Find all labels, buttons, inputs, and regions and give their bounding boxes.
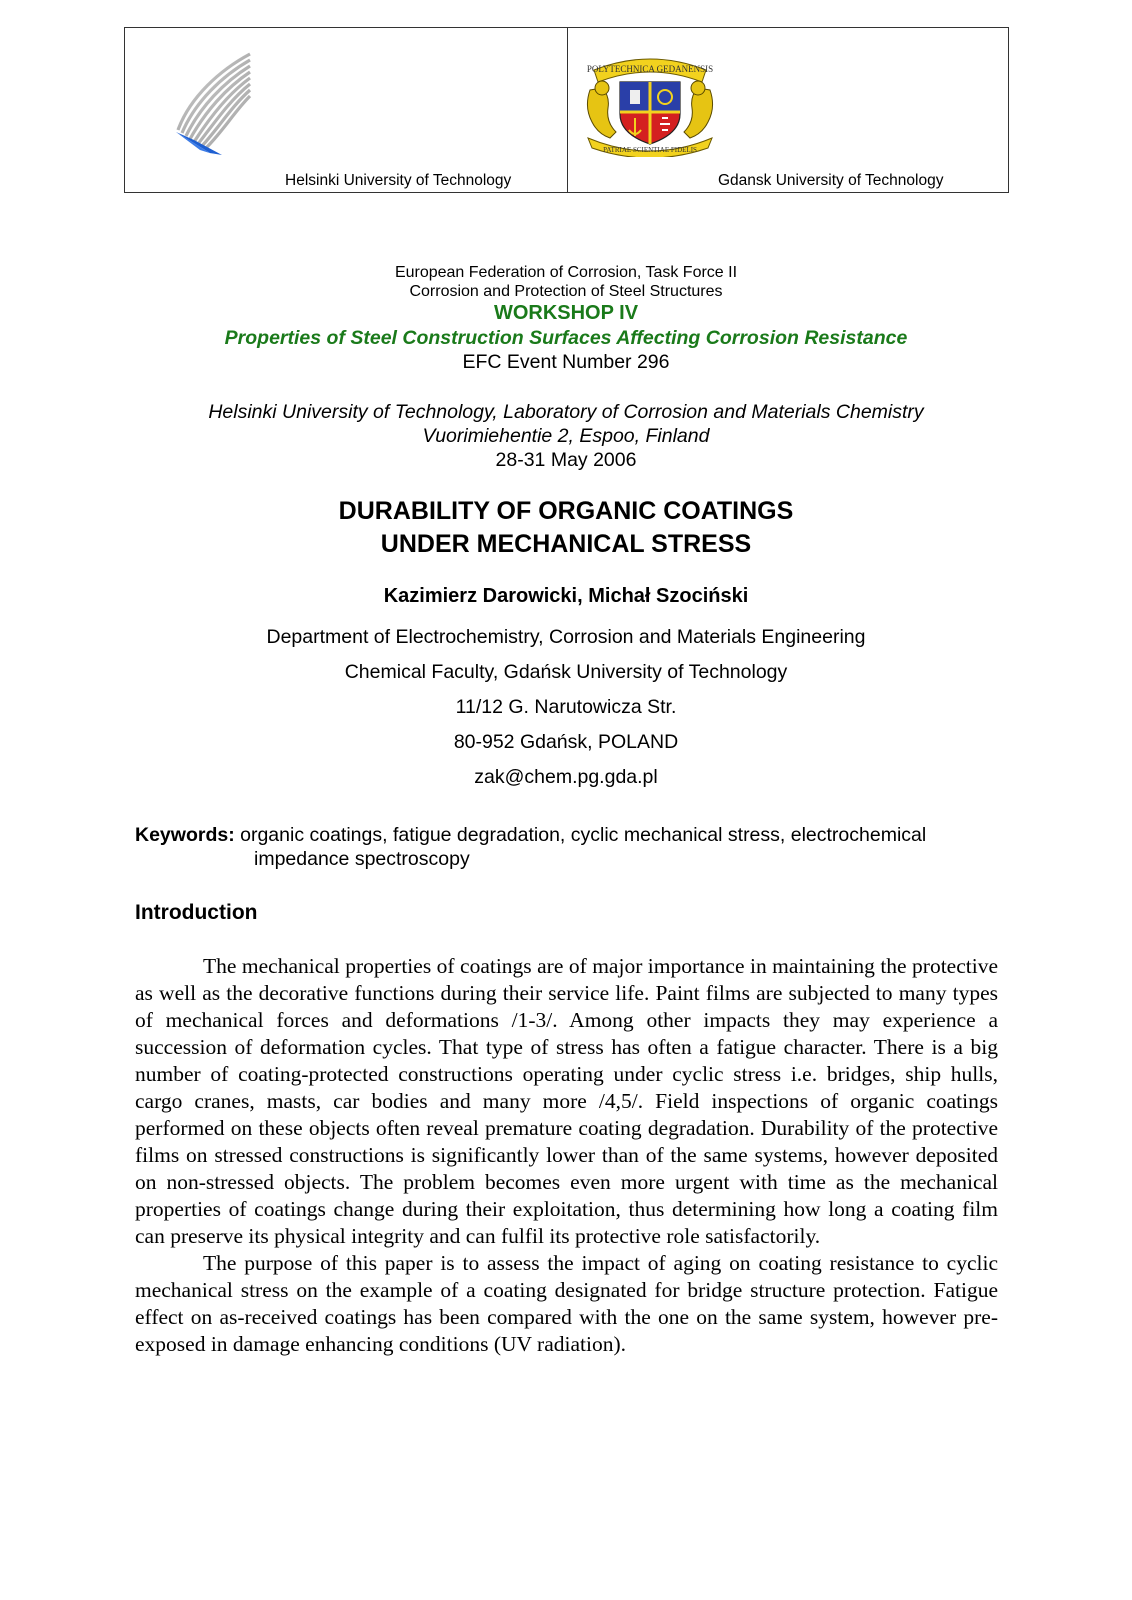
conference-line1: European Federation of Corrosion, Task Force II [394, 264, 738, 281]
helsinki-institution-label: Helsinki University of Technology [285, 172, 512, 189]
paper-title [0, 495, 1132, 561]
gdansk-crest-icon [580, 52, 720, 157]
workshop-heading: WORKSHOP IV [493, 302, 639, 324]
event-number: EFC Event Number 296 [462, 351, 670, 373]
paper-title-line2: UNDER MECHANICAL STRESS [380, 530, 752, 558]
keywords-line2: impedance spectroscopy [254, 848, 470, 870]
conference-date: 28-31 May 2006 [495, 449, 637, 471]
header-cell-helsinki [125, 28, 568, 192]
crest-motto-text: PATRIAE SCIENTIAE FIDELIS [603, 146, 697, 154]
author-affiliation [0, 620, 1132, 795]
paper-title-line1: DURABILITY OF ORGANIC COATINGS [338, 497, 794, 525]
keywords-label: Keywords: [135, 824, 235, 846]
venue-line1: Helsinki University of Technology, Laboratory of Corrosion and Materials Chemistry [208, 401, 924, 423]
venue-block [0, 400, 1132, 472]
affiliation-department: Department of Electrochemistry, Corrosion and Materials Engineering [266, 626, 866, 648]
section-title-introduction: Introduction [135, 901, 258, 924]
header-logo-table [124, 27, 1009, 193]
crest-banner-text: POLYTECHNICA GEDANENSIS [586, 64, 714, 74]
venue-line2: Vuorimiehentie 2, Espoo, Finland [422, 425, 710, 447]
header-cell-gdansk [568, 28, 1008, 192]
workshop-title: Properties of Steel Construction Surfaces Affecting Corrosion Resistance [224, 327, 908, 349]
introduction-paragraph-1: The mechanical properties of coatings are of major importance in maintaining the protective as well as the decorative functions during their service life. Paint films are subjected to many types of mechanical forces and deformations /1-3/. Among other impacts they may experience a succession of deformation cycles. That type of stress has often a fatigue character. There is a big number of coating-protected constructions operating under cyclic stress i.e. bridges, ship hulls, cargo cranes, masts, car bodies and many more /4,5/. Field inspections of organic coatings performed on these objects often reveal premature coating degradation. Durability of the protective films on stressed constructions is significantly lower than of the same systems, however deposited on non-stressed objects. The problem becomes even more urgent with time as the mechanical properties of coatings change during their exploitation, thus determining how long a coating film can preserve its physical integrity and can fulfil its protective role satisfactorily. [135, 954, 998, 1248]
affiliation-street: 11/12 G. Narutowicza Str. [455, 696, 677, 718]
affiliation-faculty: Chemical Faculty, Gdańsk University of Technology [344, 661, 788, 683]
gdansk-institution-label: Gdansk University of Technology [718, 172, 944, 189]
conference-organizer [0, 263, 1132, 301]
introduction-paragraph-2: The purpose of this paper is to assess the impact of aging on coating resistance to cyclic mechanical stress on the example of a coating designated for bridge structure protection. Fatigue effect on as-received coatings has been compared with the one on the same system, however pre-exposed in damage enhancing conditions (UV radiation). [135, 1251, 998, 1356]
hut-logo-icon [170, 52, 255, 157]
introduction-body [135, 953, 998, 1358]
keywords-block [135, 823, 1005, 871]
paper-authors: Kazimierz Darowicki, Michał Szociński [383, 585, 749, 607]
affiliation-email: zak@chem.pg.gda.pl [474, 766, 658, 788]
conference-line2: Corrosion and Protection of Steel Structures [409, 283, 723, 300]
affiliation-city: 80-952 Gdańsk, POLAND [453, 731, 679, 753]
keywords-line1: organic coatings, fatigue degradation, cyclic mechanical stress, electrochemical [234, 824, 927, 846]
